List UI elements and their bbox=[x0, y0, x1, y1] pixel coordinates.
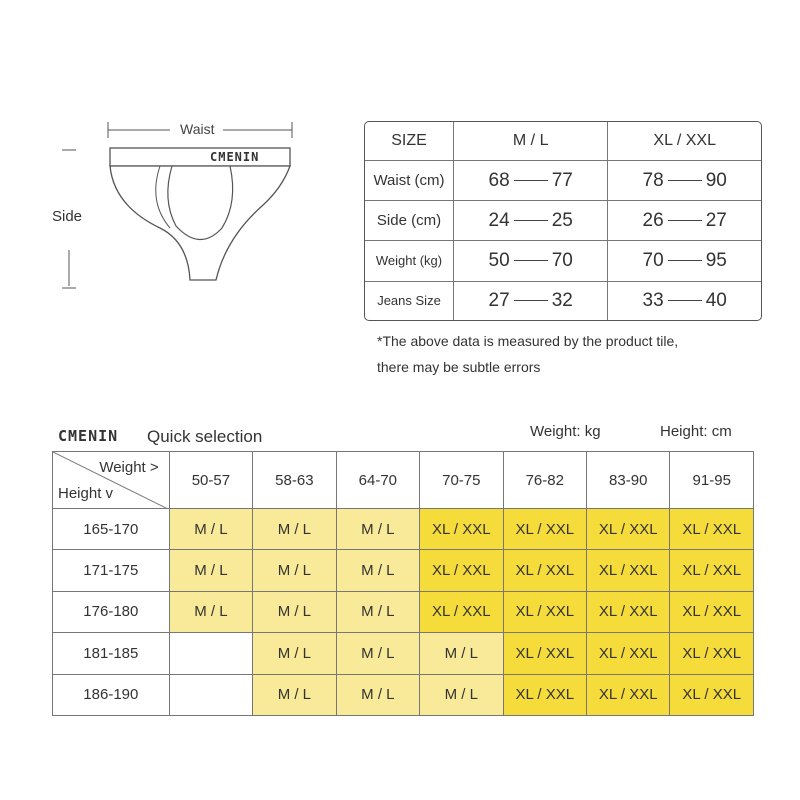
size-cell: M / L bbox=[420, 674, 503, 715]
size-value: 68 77 bbox=[454, 161, 608, 201]
size-cell: M / L bbox=[253, 633, 336, 674]
size-cell: XL / XXL bbox=[670, 550, 754, 591]
height-unit: Height: cm bbox=[660, 423, 732, 440]
size-table-header bbox=[365, 122, 761, 161]
size-row-label: Waist (cm) bbox=[365, 161, 454, 201]
size-cell: M / L bbox=[420, 633, 503, 674]
size-cell: M / L bbox=[253, 591, 336, 632]
weight-header-row bbox=[53, 452, 754, 509]
note-line-2: there may be subtle errors bbox=[377, 359, 541, 375]
size-row-label: Jeans Size bbox=[365, 282, 454, 320]
size-cell: XL / XXL bbox=[420, 550, 503, 591]
corner-height-label: Height v bbox=[58, 485, 114, 502]
waist-label: Waist bbox=[180, 121, 215, 137]
size-cell: XL / XXL bbox=[503, 591, 586, 632]
size-cell: XL / XXL bbox=[503, 550, 586, 591]
size-table bbox=[364, 121, 762, 321]
size-cell-empty bbox=[169, 674, 252, 715]
size-cell: XL / XXL bbox=[503, 509, 586, 550]
weight-col-header: 58-63 bbox=[253, 452, 336, 509]
size-cell: XL / XXL bbox=[503, 674, 586, 715]
size-value: 70 95 bbox=[608, 241, 761, 281]
size-cell: M / L bbox=[336, 591, 419, 632]
size-cell: M / L bbox=[169, 509, 252, 550]
size-cell: M / L bbox=[253, 509, 336, 550]
size-cell: M / L bbox=[169, 591, 252, 632]
size-cell: M / L bbox=[253, 550, 336, 591]
size-cell: M / L bbox=[336, 674, 419, 715]
size-cell: XL / XXL bbox=[587, 674, 670, 715]
size-value: 50 70 bbox=[454, 241, 608, 281]
briefs-illustration bbox=[50, 110, 310, 300]
size-col-ml: M / L bbox=[454, 122, 608, 161]
size-cell: M / L bbox=[169, 550, 252, 591]
size-row bbox=[365, 161, 761, 201]
height-row bbox=[53, 633, 754, 674]
height-row bbox=[53, 550, 754, 591]
size-value: 78 90 bbox=[608, 161, 761, 201]
height-row bbox=[53, 509, 754, 550]
size-cell: XL / XXL bbox=[670, 509, 754, 550]
size-cell: XL / XXL bbox=[670, 633, 754, 674]
height-row-label: 181-185 bbox=[53, 633, 170, 674]
brand-logo: CMENIN bbox=[58, 427, 119, 445]
size-cell: XL / XXL bbox=[587, 550, 670, 591]
quick-selection-table bbox=[52, 451, 754, 716]
height-row bbox=[53, 591, 754, 632]
size-row bbox=[365, 241, 761, 281]
waistband-brand-text: CMENIN bbox=[210, 150, 260, 164]
height-row-label: 171-175 bbox=[53, 550, 170, 591]
size-header-cell: SIZE bbox=[365, 122, 454, 161]
size-cell-empty bbox=[169, 633, 252, 674]
size-value: 33 40 bbox=[642, 289, 727, 311]
weight-unit: Weight: kg bbox=[530, 423, 601, 440]
height-row bbox=[53, 674, 754, 715]
corner-cell bbox=[53, 452, 170, 509]
size-row-label: Side (cm) bbox=[365, 201, 454, 241]
size-value: 24 25 bbox=[454, 201, 608, 241]
note-line-1: *The above data is measured by the product tile, bbox=[377, 333, 679, 349]
size-value: 26 27 bbox=[608, 201, 761, 241]
height-row-label: 186-190 bbox=[53, 674, 170, 715]
size-row bbox=[365, 201, 761, 241]
size-cell: XL / XXL bbox=[587, 509, 670, 550]
size-row bbox=[365, 282, 761, 320]
weight-col-header: 70-75 bbox=[420, 452, 503, 509]
size-cell: M / L bbox=[336, 633, 419, 674]
size-cell: M / L bbox=[336, 550, 419, 591]
size-cell: XL / XXL bbox=[587, 633, 670, 674]
size-cell: M / L bbox=[253, 674, 336, 715]
quick-selection-title: Quick selection bbox=[147, 427, 263, 446]
size-col-xl: XL / XXL bbox=[608, 122, 761, 161]
height-row-label: 165-170 bbox=[53, 509, 170, 550]
weight-col-header: 64-70 bbox=[336, 452, 419, 509]
size-cell: XL / XXL bbox=[420, 591, 503, 632]
size-cell: XL / XXL bbox=[420, 509, 503, 550]
weight-col-header: 50-57 bbox=[169, 452, 252, 509]
size-cell: XL / XXL bbox=[587, 591, 670, 632]
product-diagram bbox=[50, 110, 310, 300]
side-label: Side bbox=[52, 208, 83, 225]
size-row-label: Weight (kg) bbox=[365, 241, 454, 281]
size-cell: XL / XXL bbox=[503, 633, 586, 674]
size-cell: XL / XXL bbox=[670, 591, 754, 632]
measurement-note bbox=[377, 328, 678, 380]
weight-col-header: 76-82 bbox=[503, 452, 586, 509]
weight-col-header: 83-90 bbox=[587, 452, 670, 509]
weight-col-header: 91-95 bbox=[670, 452, 754, 509]
corner-weight-label: Weight > bbox=[99, 459, 159, 476]
height-row-label: 176-180 bbox=[53, 591, 170, 632]
size-cell: XL / XXL bbox=[670, 674, 754, 715]
size-value: 27 32 bbox=[454, 282, 608, 320]
size-cell: M / L bbox=[336, 509, 419, 550]
